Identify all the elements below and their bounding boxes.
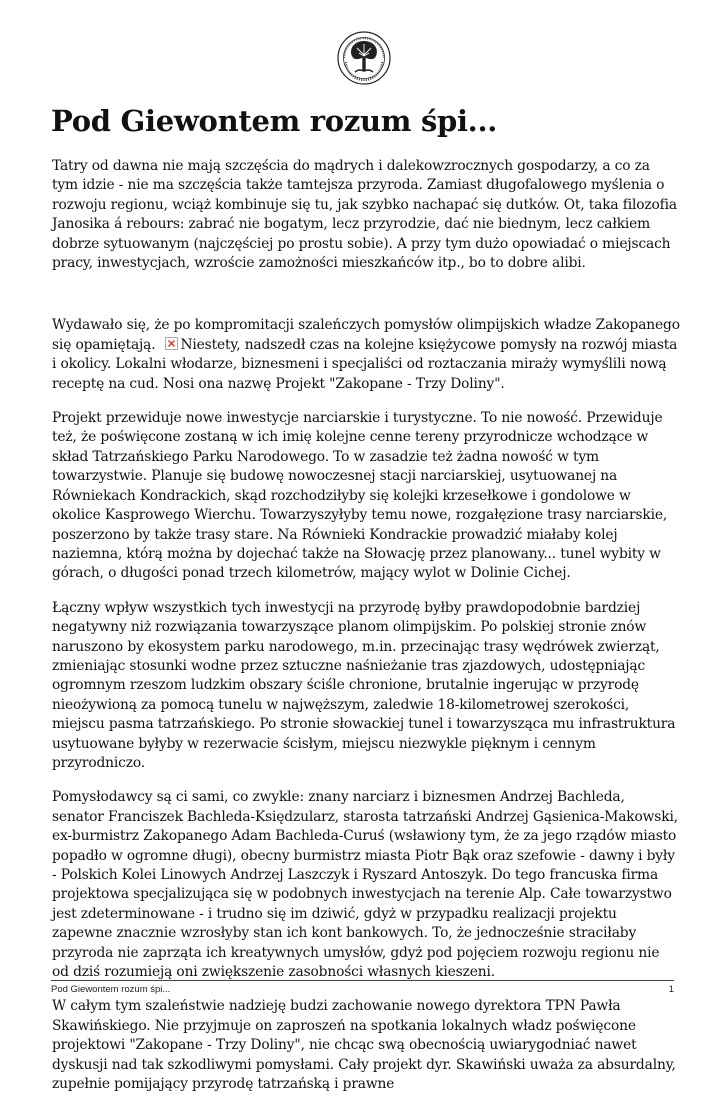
paragraph-text: Niestety, nadszedł czas na kolejne księżycowe pomysły na rozwój miasta i okolicy. Lokalni włodarze, biznesmeni i specjaliści od roztaczania miraży wymyślili nową receptę na cud. Nosi ona nazwę Projekt "Zakopane - Trzy Doliny". — [52, 336, 678, 392]
footer-divider — [51, 980, 674, 981]
article-body — [52, 157, 680, 1109]
paragraph-text: Wydawało się, że po kompromitacji szaleńczych pomysłów olimpijskich władze Zakopanego się opamiętają. — [52, 317, 680, 353]
paragraph: Tatry od dawna nie mają szczęścia do mądrych i dalekowzrocznych gospodarzy, a co za tym idzie - nie ma szczęścia także tamtejsza przyroda. Zamiast długofalowego myślenia o rozwoju regionu, wciąż kombinuje się tu, jak szybko nachapać się dutków. Ot, taka filozofia Janosika á rebours: zabrać nie bogatym, lecz przyrodzie, dać nie biednym, lecz całkiem dobrze sytuowanym (najczęściej po prostu sobie). A przy tym dużo opowiadać o miejscach pracy, inwestycjach, wzroście zamożności mieszkańców itp., bo to dobre alibi. — [52, 158, 677, 272]
paragraph: Projekt przewiduje nowe inwestycje narciarskie i turystyczne. To nie nowość. Przewiduje też, że poświęcone zostaną w ich imię kolejne cenne tereny przyrodnicze wchodzące w skład Tatrzańskiego Parku Narodowego. To w zasadzie też żadna nowość w tym towarzystwie. Planuje się budowę nowoczesnej stacji narciarskiej, usytuowanej na Równiekach Kondrackich, skąd rozchodziłyby się kolejki krzesełkowe i gondolowe w okolice Kasprowego Wierchu. Towarzyszyłyby temu nowe, rozgałęzione trasy narciarskie, poszerzono by także trasy stare. Na Równieki Kondrackie prowadzić miałaby kolej naziemna, którą można by dojechać także na Słowację przez planowany... tunel wybity w górach, o długości ponad trzech kilometrów, mający wylot w Dolinie Cichej. — [52, 410, 668, 582]
paragraph: Pomysłodawcy są ci sami, co zwykle: znany narciarz i biznesmen Andrzej Bachleda, senator Franciszek Bachleda-Księdzularz, starosta tatrzański Andrzej Gąsienica-Makowski, ex-burmistrz Zakopanego Adam Bachleda-Curuś (wsławiony tym, że za jego rządów miasto popadło w ogromne długi), obecny burmistrz miasta Piotr Bąk oraz szefowie - dawny i były - Polskich Kolei Linowych Andrzej Laszczyk i Ryszard Antoszyk. Do tego francuska firma projektowa specjalizująca się w podobnych inwestycjach na terenie Alp. Całe towarzystwo jest zdeterminowane - i trudno się im dziwić, gdyż w przypadku realizacji projektu zapewne znacznie wzrosłyby stan ich kont bankowych. To, że jednocześnie straciłaby przyroda nie zaprząta ich kreatywnych umysłów, gdyż pod pojęciem rozwoju regionu nie od dziś rozumieją oni zwiększenie zasobności własnych kieszeni. — [52, 789, 678, 981]
footer-title: Pod Giewontem rozum śpi... — [51, 984, 171, 995]
paragraph: Łączny wpływ wszystkich tych inwestycji na przyrodę byłby prawdopodobnie bardziej negatywny niż rozwiązania towarzyszące planom olimpijskim. Po polskiej stronie znów naruszono by ekosystem parku narodowego, m.in. przecinając trasy wędrówek zwierząt, zmieniając stosunki wodne przez sztuczne naśnieżanie tras zjazdowych, udostępniając ogromnym rzeszom ludzkim obszary ściśle chronione, brutalnie ingerując w przyrodę nieożywioną za pomocą tunelu w najwęższym, zaledwie 18-kilometrowej szerokości, miejscu pasma tatrzańskiego. Po stronie słowackiej tunel i towarzysząca mu infrastruktura usytuowane byłyby w rezerwacie ścisłym, miejscu niezwykle pięknym i cennym przyrodniczo. — [52, 599, 676, 771]
article-title: Pod Giewontem rozum śpi... — [51, 104, 498, 138]
broken-image-icon — [165, 337, 178, 350]
page-number: 1 — [668, 984, 674, 995]
paragraph — [52, 316, 680, 394]
tree-seal-logo-icon — [337, 31, 391, 85]
paragraph: W całym tym szaleństwie nadzieję budzi zachowanie nowego dyrektora TPN Pawła Skawińskiego. Nie przyjmuje on zaproszeń na spotkania lokalnych władz poświęcone projektowi "Zakopane - Trzy Doliny", nie chcąc swą obecnością uwiarygodniać nawet dyskusji nad tak szkodliwymi pomysłami. Cały projekt dyr. Skawiński uważa za absurdalny, zupełnie pomijający przyrodę tatrzańską i prawne — [52, 998, 676, 1093]
